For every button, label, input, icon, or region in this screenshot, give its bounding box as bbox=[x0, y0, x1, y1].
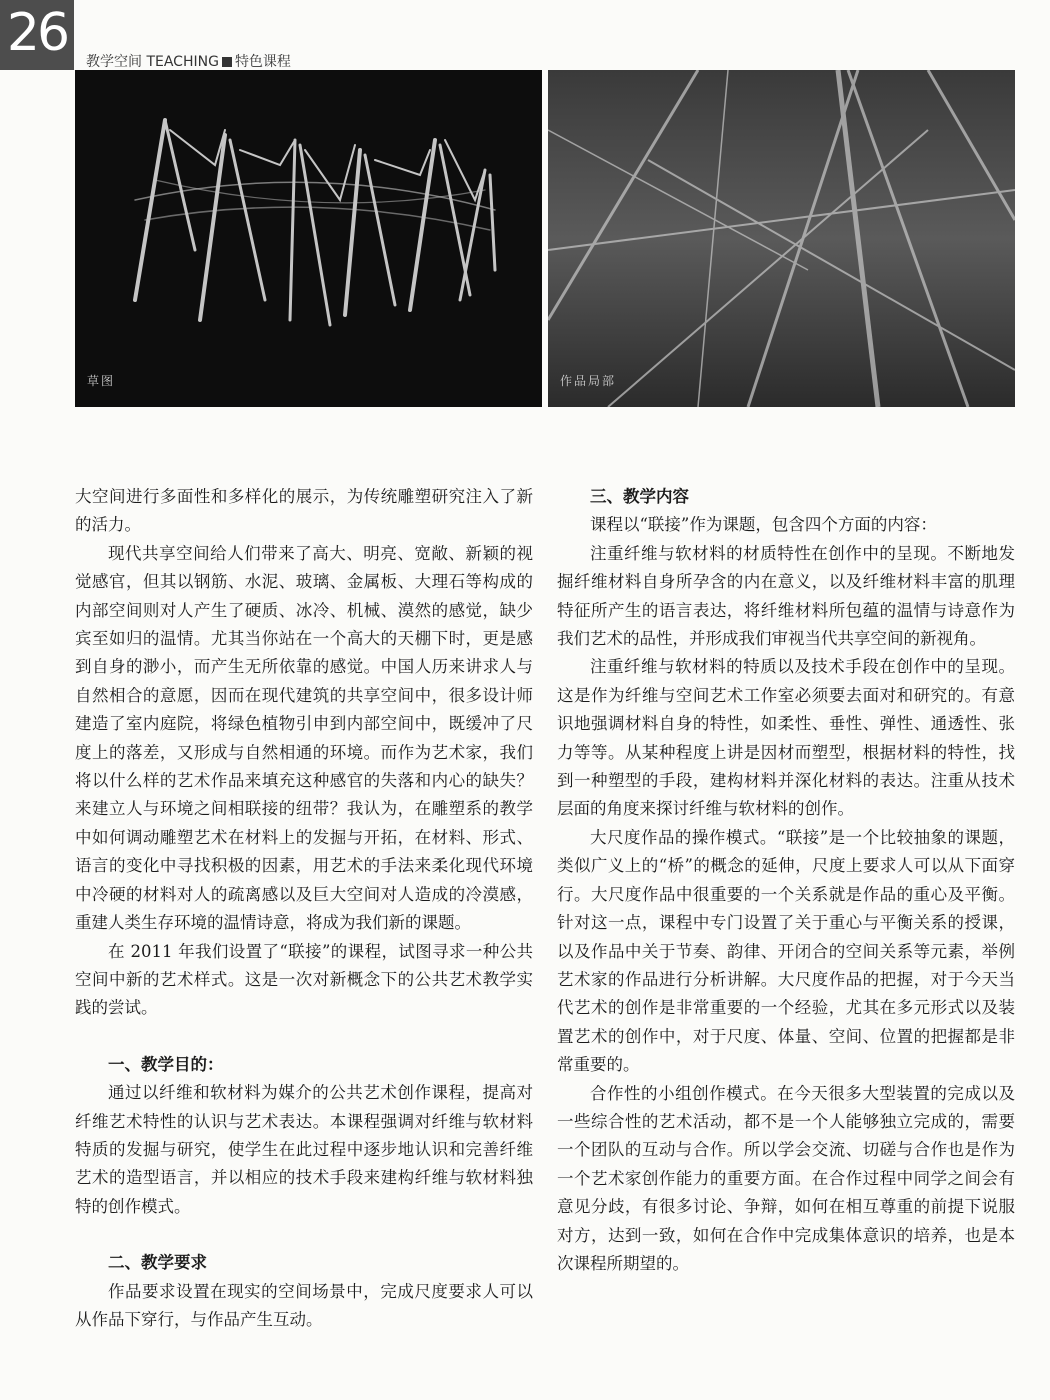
paragraph: 合作性的小组创作模式。在今天很多大型装置的完成以及一些综合性的艺术活动，都不是一个人能够独立完成的，需要一个团队的互动与合作。所以学会交流、切磋与合作也是作为一个艺术家创作能力的重要方面。在合作过程中同学之间会有意见分歧，有很多讨论、争辩，如何在相互尊重的前提下说服对方，达到一致，如何在合作中完成集体意识的培养，也是本次课程所期望的。 bbox=[557, 1083, 1015, 1273]
right-column bbox=[557, 483, 1015, 1278]
figure-caption-detail: 作品局部 bbox=[560, 374, 617, 388]
paragraph: 注重纤维与软材料的特质以及技术手段在创作中的呈现。这是作为纤维与空间艺术工作室必须要去面对和研究的。有意识地强调材料自身的特性，如柔性、垂性、弹性、通透性、张力等等。从某种程度上讲是因材而塑型，根据材料的特性，找到一种塑型的手段，建构材料并深化材料的表达。注重从技术层面的角度来探讨纤维与软材料的创作。 bbox=[557, 657, 1015, 819]
paragraph: 课程以“联接”作为课题，包含四个方面的内容： bbox=[590, 515, 937, 535]
header-section: 教学空间 TEACHING bbox=[86, 54, 219, 70]
paragraph: 现代共享空间给人们带来了高大、明亮、宽敞、新颖的视觉感官，但其以钢筋、水泥、玻璃、金属板、大理石等构成的内部空间则对人产生了硬质、冰冷、机械、漠然的感觉，缺少宾至如归的温情。尤其当你站在一个高大的天棚下时，更是感到自身的渺小，而产生无所依靠的感觉。中国人历来讲求人与自然相合的意愿，因而在现代建筑的共享空间中，很多设计师建造了室内庭院，将绿色植物引申到内部空间中，既缓冲了尺度上的落差，又形成与自然相通的环境。而作为艺术家，我们将以什么样的艺术作品来填充这种感官的失落和内心的缺失？来建立人与环境之间相联接的纽带？我认为，在雕塑系的教学中如何调动雕塑艺术在材料上的发掘与开拓，在材料、形式、语言的变化中寻找积极的因素，用艺术的手法来柔化现代环境中冷硬的材料对人的疏离感以及巨大空间对人造成的冷漠感，重建人类生存环境的温情诗意，将成为我们新的课题。 bbox=[75, 543, 533, 933]
paragraph: 作品要求设置在现实的空间场景中，完成尺度要求人可以从作品下穿行，与作品产生互动。 bbox=[75, 1281, 533, 1329]
paragraph: 注重纤维与软材料的材质特性在创作中的呈现。不断地发掘纤维材料自身所孕含的内在意义，以及纤维材料丰富的肌理特征所产生的语言表达，将纤维材料所包蕴的温情与诗意作为我们艺术的品性，并形成我们审视当代共享空间的新视角。 bbox=[557, 543, 1015, 649]
sketch-photo bbox=[75, 70, 542, 407]
page-number: 26 bbox=[0, 0, 74, 70]
section-heading-objectives: 一、教学目的： bbox=[108, 1054, 224, 1074]
running-header bbox=[86, 51, 291, 71]
section-heading-requirements: 二、教学要求 bbox=[108, 1253, 207, 1273]
sketch-image bbox=[75, 70, 542, 407]
square-bullet-icon bbox=[222, 57, 232, 67]
work-detail-photo bbox=[548, 70, 1015, 407]
paragraph: 在 2011 年我们设置了“联接”的课程，试图寻求一种公共空间中新的艺术样式。这是一次对新概念下的公共艺术教学实践的尝试。 bbox=[75, 941, 533, 1018]
left-column bbox=[75, 483, 533, 1334]
paragraph: 大尺度作品的操作模式。“联接”是一个比较抽象的课题，类似广义上的“桥”的概念的延伸，尺度上要求人可以从下面穿行。大尺度作品中很重要的一个关系就是作品的重心及平衡。针对这一点，课程中专门设置了关于重心与平衡关系的授课，以及作品中关于节奏、韵律、开闭合的空间关系等元素，举例艺术家的作品进行分析讲解。大尺度作品的把握，对于今天当代艺术的创作是非常重要的一个经验，尤其在多元形式以及装置艺术的创作中，对于尺度、体量、空间、位置的把握都是非常重要的。 bbox=[557, 827, 1015, 1075]
work-detail-image bbox=[548, 70, 1015, 407]
paragraph: 大空间进行多面性和多样化的展示，为传统雕塑研究注入了新的活力。 bbox=[75, 487, 533, 535]
header-subsection: 特色课程 bbox=[234, 54, 291, 70]
figure-caption-sketch: 草图 bbox=[87, 374, 116, 388]
paragraph: 通过以纤维和软材料为媒介的公共艺术创作课程，提高对纤维艺术特性的认识与艺术表达。本课程强调对纤维与软材料特质的发掘与研究，使学生在此过程中逐步地认识和完善纤维艺术的造型语言，并以相应的技术手段来建构纤维与软材料独特的创作模式。 bbox=[75, 1083, 533, 1216]
section-heading-content: 三、教学内容 bbox=[590, 487, 689, 506]
